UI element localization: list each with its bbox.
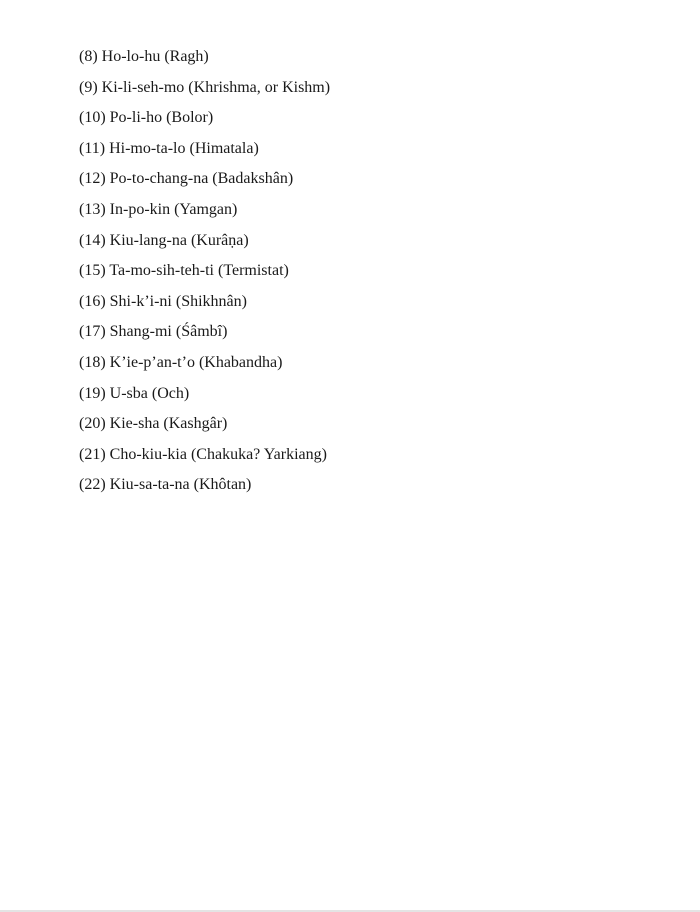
list-item: (10) Po-li-ho (Bolor) [79, 109, 214, 127]
list-item: (12) Po-to-chang-na (Badakshân) [79, 170, 294, 188]
list-item: (8) Ho-lo-hu (Ragh) [79, 48, 209, 65]
list-item: (9) Ki-li-seh-mo (Khrishma, or Kishm) [79, 78, 331, 96]
list-item: (11) Hi-mo-ta-lo (Himatala) [79, 139, 259, 157]
list-item: (21) Cho-kiu-kia (Chakuka? Yarkiang) [79, 445, 327, 463]
list-item: (20) Kie-sha (Kashgâr) [79, 415, 228, 433]
list-item: (13) In-po-kin (Yamgan) [79, 200, 238, 218]
list-item: (17) Shang-mi (Śâmbî) [79, 323, 228, 341]
list-item: (16) Shi-k’i-ni (Shikhnân) [79, 292, 247, 310]
list-item: (19) U-sba (Och) [79, 384, 190, 402]
place-name-list [79, 42, 330, 501]
list-item: (22) Kiu-sa-ta-na (Khôtan) [79, 476, 252, 494]
list-item: (15) Ta-mo-sih-teh-ti (Termistat) [79, 262, 289, 280]
list-item: (14) Kiu-lang-na (Kurâṇa) [79, 231, 249, 249]
list-item: (18) K’ie-p’an-t’o (Khabandha) [79, 353, 283, 371]
